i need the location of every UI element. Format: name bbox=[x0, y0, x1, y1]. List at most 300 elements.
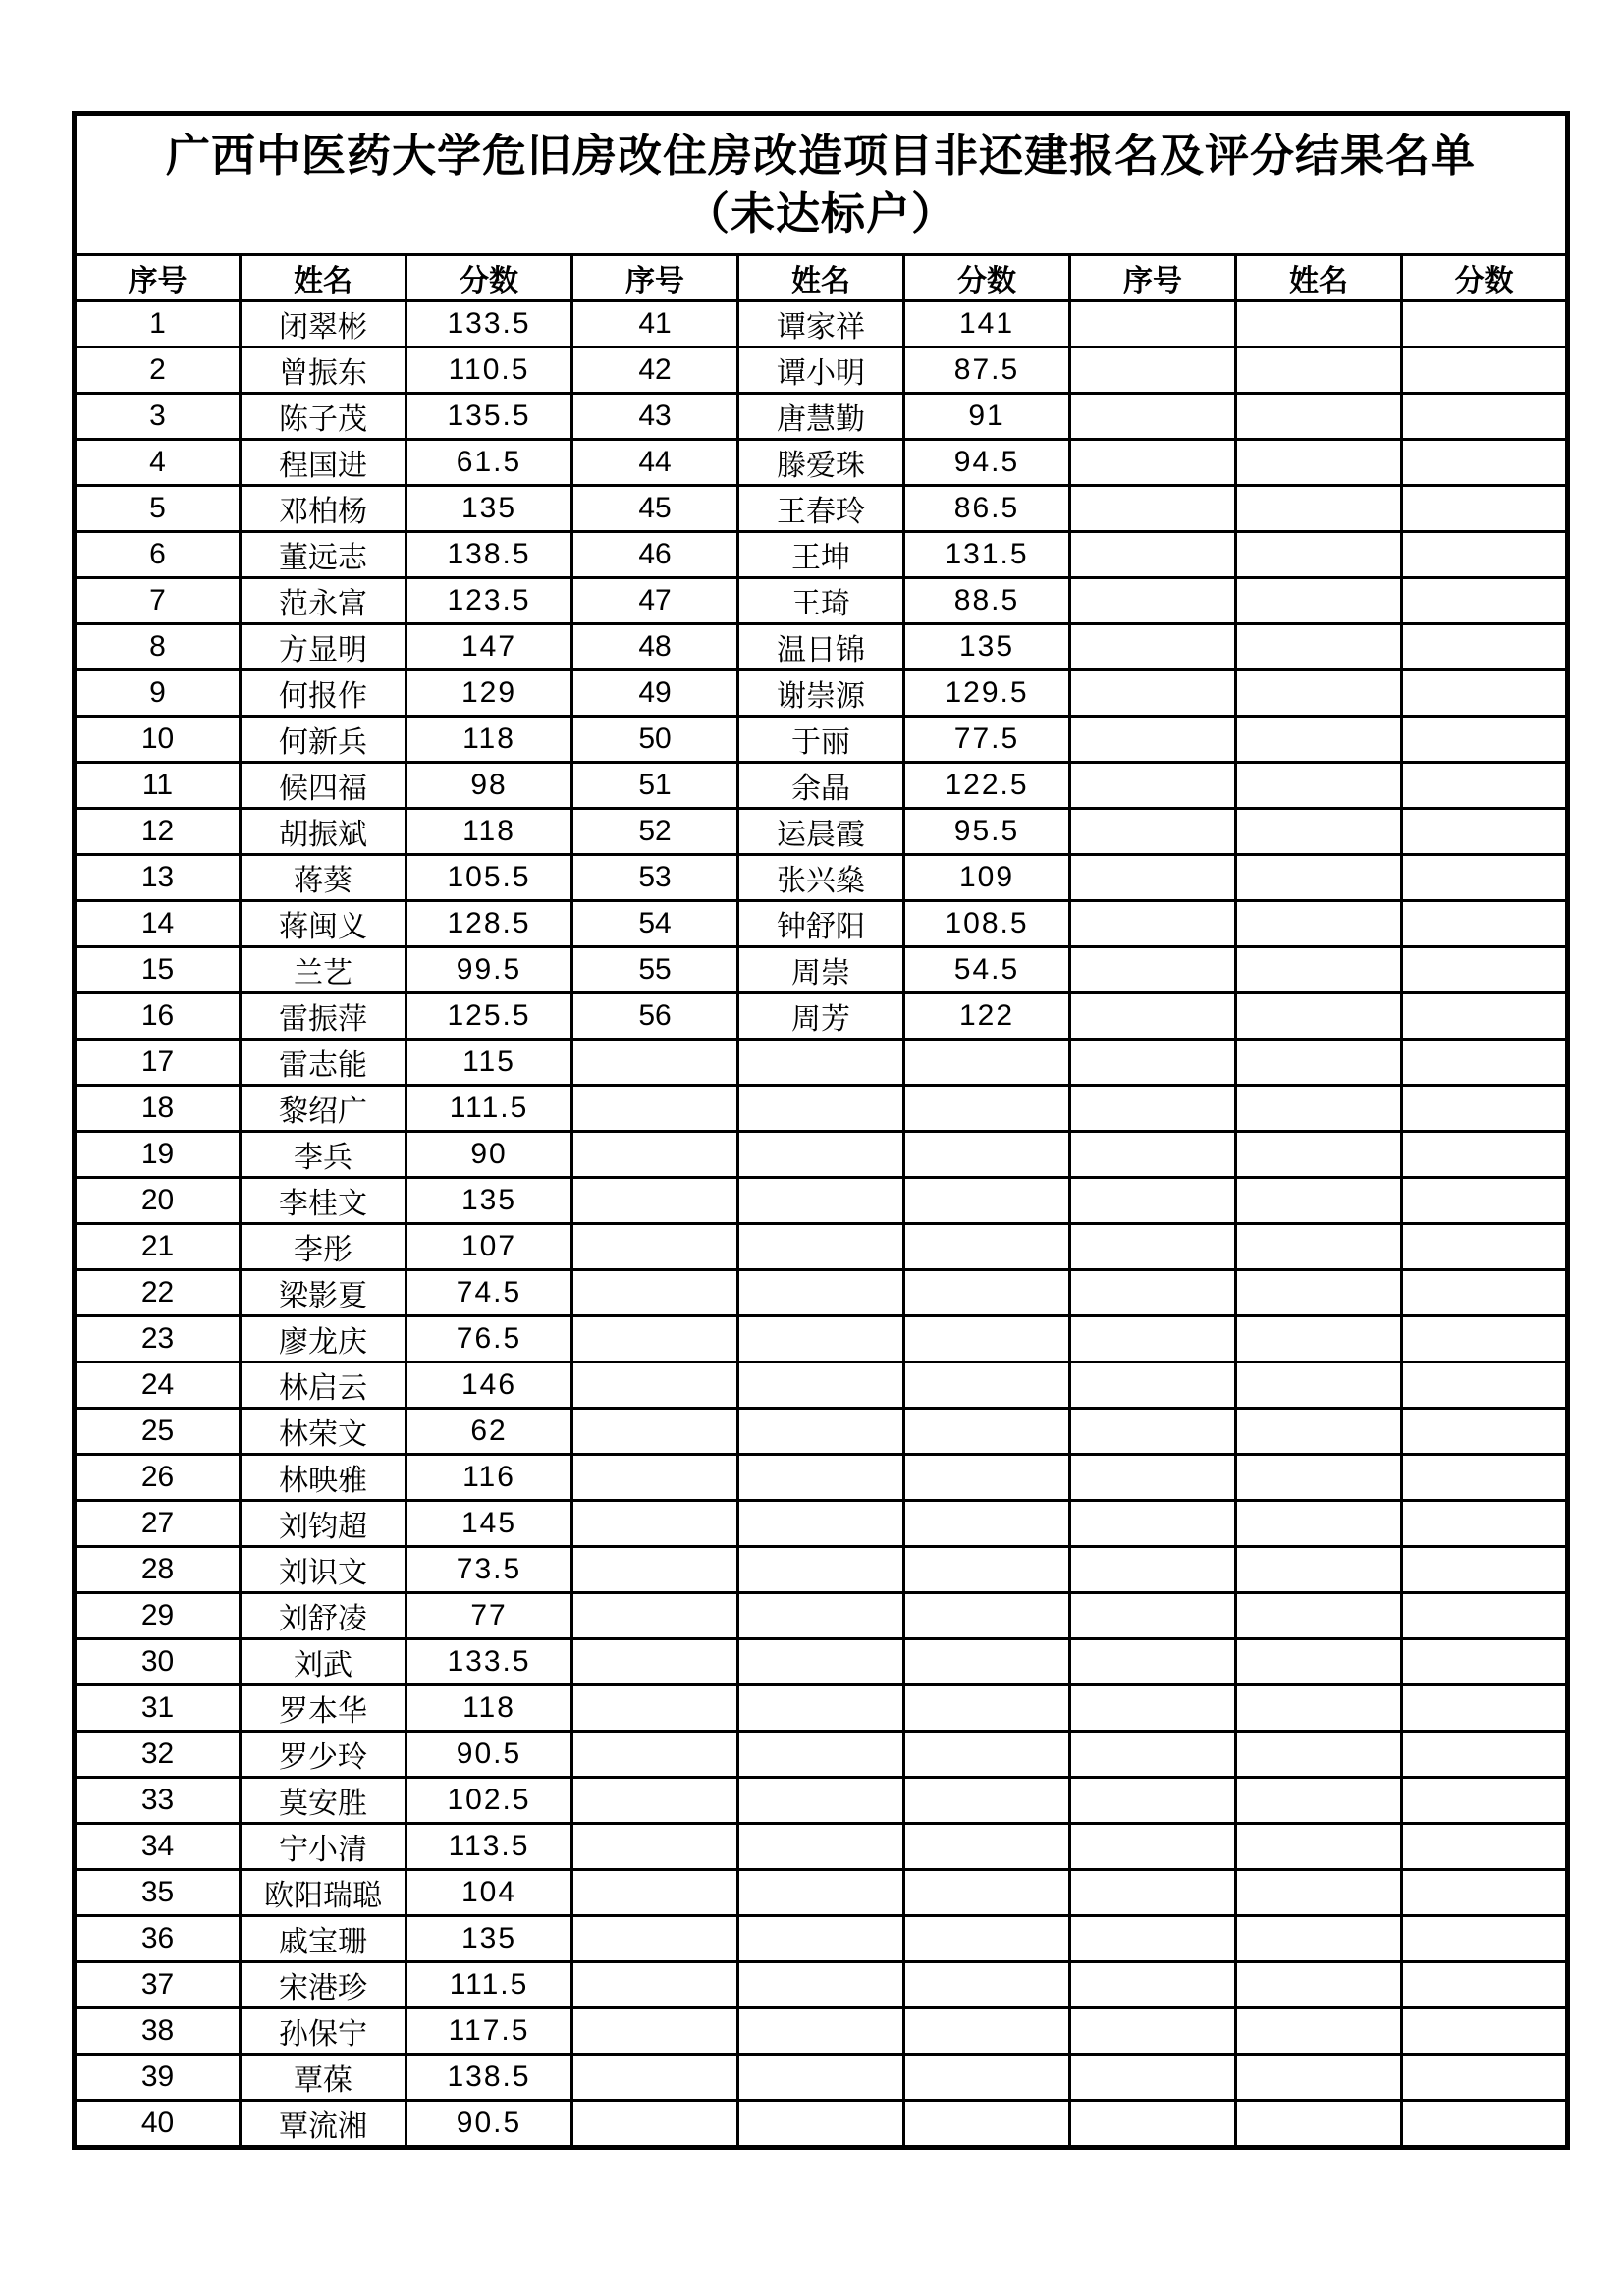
cell-name: 雷志能 bbox=[241, 1040, 406, 1086]
cell-name bbox=[1236, 1501, 1402, 1547]
cell-no: 37 bbox=[75, 1962, 241, 2008]
cell-no bbox=[572, 2008, 738, 2055]
cell-no bbox=[1070, 1362, 1236, 1409]
cell-no: 33 bbox=[75, 1778, 241, 1824]
cell-name: 温日锦 bbox=[738, 624, 904, 670]
table-row bbox=[75, 1916, 1568, 1962]
cell-no bbox=[572, 1778, 738, 1824]
table-row bbox=[75, 347, 1568, 394]
cell-no: 7 bbox=[75, 578, 241, 624]
table-row bbox=[75, 2101, 1568, 2148]
cell-no bbox=[572, 1962, 738, 2008]
cell-score: 62 bbox=[406, 1409, 572, 1455]
cell-score bbox=[904, 1870, 1070, 1916]
cell-name: 王琦 bbox=[738, 578, 904, 624]
cell-no bbox=[1070, 486, 1236, 532]
cell-name: 王春玲 bbox=[738, 486, 904, 532]
cell-score: 99.5 bbox=[406, 947, 572, 993]
cell-no: 2 bbox=[75, 347, 241, 394]
cell-name bbox=[1236, 993, 1402, 1040]
cell-name bbox=[1236, 1732, 1402, 1778]
table-row bbox=[75, 624, 1568, 670]
table-row bbox=[75, 578, 1568, 624]
cell-name bbox=[1236, 947, 1402, 993]
cell-name: 胡振斌 bbox=[241, 809, 406, 855]
cell-name bbox=[1236, 809, 1402, 855]
cell-no bbox=[572, 1593, 738, 1639]
cell-score: 146 bbox=[406, 1362, 572, 1409]
cell-name bbox=[738, 1362, 904, 1409]
cell-no: 31 bbox=[75, 1685, 241, 1732]
cell-score: 133.5 bbox=[406, 1639, 572, 1685]
cell-score bbox=[904, 1593, 1070, 1639]
cell-no bbox=[1070, 763, 1236, 809]
cell-score: 76.5 bbox=[406, 1316, 572, 1362]
cell-score bbox=[904, 1685, 1070, 1732]
cell-no: 8 bbox=[75, 624, 241, 670]
cell-no bbox=[572, 1455, 738, 1501]
cell-score: 77.5 bbox=[904, 717, 1070, 763]
cell-no: 12 bbox=[75, 809, 241, 855]
cell-no: 5 bbox=[75, 486, 241, 532]
cell-score bbox=[1402, 947, 1568, 993]
cell-name: 刘武 bbox=[241, 1639, 406, 1685]
cell-score: 138.5 bbox=[406, 2055, 572, 2101]
title-row bbox=[75, 114, 1568, 255]
table-row bbox=[75, 1178, 1568, 1224]
cell-no bbox=[572, 2055, 738, 2101]
cell-score bbox=[1402, 1547, 1568, 1593]
cell-score: 88.5 bbox=[904, 578, 1070, 624]
cell-score bbox=[1402, 1040, 1568, 1086]
cell-score: 104 bbox=[406, 1870, 572, 1916]
cell-name: 候四福 bbox=[241, 763, 406, 809]
cell-score: 90 bbox=[406, 1132, 572, 1178]
cell-name: 谭小明 bbox=[738, 347, 904, 394]
cell-name: 孙保宁 bbox=[241, 2008, 406, 2055]
cell-score bbox=[904, 1409, 1070, 1455]
cell-score: 107 bbox=[406, 1224, 572, 1270]
cell-no bbox=[1070, 1132, 1236, 1178]
cell-score: 91 bbox=[904, 394, 1070, 440]
cell-no: 29 bbox=[75, 1593, 241, 1639]
cell-score: 94.5 bbox=[904, 440, 1070, 486]
cell-score: 131.5 bbox=[904, 532, 1070, 578]
cell-score: 129.5 bbox=[904, 670, 1070, 717]
cell-name bbox=[738, 1732, 904, 1778]
cell-name: 罗本华 bbox=[241, 1685, 406, 1732]
cell-name bbox=[738, 1316, 904, 1362]
cell-score: 109 bbox=[904, 855, 1070, 901]
cell-name bbox=[738, 1040, 904, 1086]
table-row bbox=[75, 1778, 1568, 1824]
cell-name: 李桂文 bbox=[241, 1178, 406, 1224]
table-row bbox=[75, 1685, 1568, 1732]
cell-name bbox=[1236, 578, 1402, 624]
cell-score bbox=[1402, 1824, 1568, 1870]
cell-no: 11 bbox=[75, 763, 241, 809]
cell-no bbox=[1070, 1870, 1236, 1916]
cell-score bbox=[1402, 1685, 1568, 1732]
cell-no bbox=[572, 1270, 738, 1316]
table-row bbox=[75, 1362, 1568, 1409]
cell-name bbox=[738, 1501, 904, 1547]
cell-no bbox=[572, 1086, 738, 1132]
cell-name bbox=[738, 1870, 904, 1916]
cell-score: 123.5 bbox=[406, 578, 572, 624]
cell-name bbox=[1236, 486, 1402, 532]
cell-no: 6 bbox=[75, 532, 241, 578]
cell-name: 廖龙庆 bbox=[241, 1316, 406, 1362]
cell-score bbox=[1402, 993, 1568, 1040]
cell-score: 105.5 bbox=[406, 855, 572, 901]
cell-no bbox=[1070, 1224, 1236, 1270]
cell-name: 刘舒凌 bbox=[241, 1593, 406, 1639]
cell-score: 86.5 bbox=[904, 486, 1070, 532]
cell-score bbox=[1402, 1224, 1568, 1270]
cell-name bbox=[1236, 1870, 1402, 1916]
table-row bbox=[75, 1593, 1568, 1639]
table-row bbox=[75, 1732, 1568, 1778]
cell-no: 13 bbox=[75, 855, 241, 901]
cell-no: 38 bbox=[75, 2008, 241, 2055]
table-row bbox=[75, 301, 1568, 347]
table-row bbox=[75, 763, 1568, 809]
cell-name: 陈子茂 bbox=[241, 394, 406, 440]
cell-name: 谢崇源 bbox=[738, 670, 904, 717]
cell-no bbox=[572, 1178, 738, 1224]
cell-name bbox=[1236, 717, 1402, 763]
cell-score: 108.5 bbox=[904, 901, 1070, 947]
cell-score: 135 bbox=[406, 1178, 572, 1224]
cell-name bbox=[738, 1593, 904, 1639]
cell-name bbox=[1236, 2008, 1402, 2055]
column-header: 分数 bbox=[406, 255, 572, 301]
cell-score bbox=[904, 1639, 1070, 1685]
cell-no: 27 bbox=[75, 1501, 241, 1547]
cell-score bbox=[904, 1547, 1070, 1593]
data-rows bbox=[75, 301, 1568, 2148]
cell-no bbox=[1070, 1685, 1236, 1732]
table-row bbox=[75, 1824, 1568, 1870]
cell-name: 刘钧超 bbox=[241, 1501, 406, 1547]
cell-score: 135.5 bbox=[406, 394, 572, 440]
column-header: 序号 bbox=[75, 255, 241, 301]
cell-name bbox=[738, 2055, 904, 2101]
cell-name: 欧阳瑞聪 bbox=[241, 1870, 406, 1916]
cell-score bbox=[1402, 532, 1568, 578]
cell-score bbox=[1402, 1316, 1568, 1362]
table-row bbox=[75, 1962, 1568, 2008]
cell-no bbox=[1070, 670, 1236, 717]
cell-no: 21 bbox=[75, 1224, 241, 1270]
cell-no bbox=[1070, 394, 1236, 440]
cell-name: 张兴燊 bbox=[738, 855, 904, 901]
cell-name: 李兵 bbox=[241, 1132, 406, 1178]
cell-name bbox=[1236, 347, 1402, 394]
cell-no: 54 bbox=[572, 901, 738, 947]
cell-name: 刘识文 bbox=[241, 1547, 406, 1593]
table-row bbox=[75, 1547, 1568, 1593]
cell-score bbox=[1402, 2101, 1568, 2148]
cell-score bbox=[1402, 855, 1568, 901]
cell-score bbox=[904, 1178, 1070, 1224]
cell-score: 147 bbox=[406, 624, 572, 670]
cell-name bbox=[1236, 2101, 1402, 2148]
cell-no bbox=[1070, 947, 1236, 993]
cell-score: 102.5 bbox=[406, 1778, 572, 1824]
cell-name bbox=[1236, 1409, 1402, 1455]
cell-name: 方显明 bbox=[241, 624, 406, 670]
table-row bbox=[75, 1224, 1568, 1270]
cell-no bbox=[572, 1362, 738, 1409]
cell-name bbox=[738, 2008, 904, 2055]
cell-no: 14 bbox=[75, 901, 241, 947]
cell-name bbox=[1236, 301, 1402, 347]
cell-name: 曾振东 bbox=[241, 347, 406, 394]
cell-name: 何新兵 bbox=[241, 717, 406, 763]
cell-score: 128.5 bbox=[406, 901, 572, 947]
cell-no: 22 bbox=[75, 1270, 241, 1316]
table-row bbox=[75, 901, 1568, 947]
cell-score bbox=[1402, 486, 1568, 532]
cell-no: 1 bbox=[75, 301, 241, 347]
cell-no bbox=[1070, 1501, 1236, 1547]
cell-no bbox=[1070, 1455, 1236, 1501]
cell-no bbox=[1070, 347, 1236, 394]
cell-score bbox=[1402, 1916, 1568, 1962]
cell-name: 范永富 bbox=[241, 578, 406, 624]
cell-no: 28 bbox=[75, 1547, 241, 1593]
cell-name bbox=[738, 1778, 904, 1824]
column-header: 姓名 bbox=[241, 255, 406, 301]
cell-score: 74.5 bbox=[406, 1270, 572, 1316]
cell-no bbox=[572, 1501, 738, 1547]
cell-name bbox=[1236, 1685, 1402, 1732]
cell-score bbox=[1402, 394, 1568, 440]
cell-no bbox=[572, 2101, 738, 2148]
cell-name: 宁小清 bbox=[241, 1824, 406, 1870]
cell-name: 周芳 bbox=[738, 993, 904, 1040]
table-row bbox=[75, 1639, 1568, 1685]
cell-score bbox=[904, 2055, 1070, 2101]
cell-score: 135 bbox=[406, 486, 572, 532]
cell-score: 54.5 bbox=[904, 947, 1070, 993]
cell-name: 罗少玲 bbox=[241, 1732, 406, 1778]
cell-score: 117.5 bbox=[406, 2008, 572, 2055]
cell-score bbox=[1402, 1593, 1568, 1639]
cell-no: 48 bbox=[572, 624, 738, 670]
cell-no bbox=[1070, 1409, 1236, 1455]
cell-no: 53 bbox=[572, 855, 738, 901]
cell-score bbox=[1402, 717, 1568, 763]
column-header: 姓名 bbox=[1236, 255, 1402, 301]
cell-name bbox=[1236, 1639, 1402, 1685]
cell-name: 唐慧勤 bbox=[738, 394, 904, 440]
cell-no bbox=[572, 1316, 738, 1362]
cell-no: 23 bbox=[75, 1316, 241, 1362]
cell-score bbox=[1402, 1362, 1568, 1409]
table-row bbox=[75, 1455, 1568, 1501]
cell-name bbox=[1236, 1132, 1402, 1178]
cell-name: 莫安胜 bbox=[241, 1778, 406, 1824]
cell-name: 邓柏杨 bbox=[241, 486, 406, 532]
cell-no: 32 bbox=[75, 1732, 241, 1778]
cell-no bbox=[572, 1132, 738, 1178]
cell-score: 61.5 bbox=[406, 440, 572, 486]
cell-no: 55 bbox=[572, 947, 738, 993]
cell-score: 77 bbox=[406, 1593, 572, 1639]
cell-score: 118 bbox=[406, 1685, 572, 1732]
cell-no: 49 bbox=[572, 670, 738, 717]
cell-name: 王坤 bbox=[738, 532, 904, 578]
cell-no bbox=[572, 1040, 738, 1086]
cell-score bbox=[1402, 1639, 1568, 1685]
column-header: 姓名 bbox=[738, 255, 904, 301]
cell-score bbox=[904, 1455, 1070, 1501]
cell-no bbox=[572, 1732, 738, 1778]
cell-no bbox=[1070, 440, 1236, 486]
cell-score bbox=[1402, 1962, 1568, 2008]
table-row bbox=[75, 532, 1568, 578]
cell-no: 40 bbox=[75, 2101, 241, 2148]
cell-no bbox=[1070, 1086, 1236, 1132]
table-row bbox=[75, 486, 1568, 532]
cell-score bbox=[1402, 1501, 1568, 1547]
cell-name bbox=[738, 1224, 904, 1270]
cell-name bbox=[1236, 1178, 1402, 1224]
cell-name: 林映雅 bbox=[241, 1455, 406, 1501]
table-title-line2: （未达标户） bbox=[685, 188, 957, 239]
cell-no: 30 bbox=[75, 1639, 241, 1685]
cell-no bbox=[1070, 1824, 1236, 1870]
cell-score: 145 bbox=[406, 1501, 572, 1547]
cell-score bbox=[1402, 1455, 1568, 1501]
cell-score bbox=[904, 1824, 1070, 1870]
cell-score: 118 bbox=[406, 809, 572, 855]
cell-name: 周崇 bbox=[738, 947, 904, 993]
cell-name: 钟舒阳 bbox=[738, 901, 904, 947]
cell-name: 宋港珍 bbox=[241, 1962, 406, 2008]
cell-score: 125.5 bbox=[406, 993, 572, 1040]
cell-no: 15 bbox=[75, 947, 241, 993]
cell-score: 141 bbox=[904, 301, 1070, 347]
cell-score bbox=[904, 1270, 1070, 1316]
table-row bbox=[75, 947, 1568, 993]
table-row bbox=[75, 440, 1568, 486]
cell-name bbox=[1236, 1316, 1402, 1362]
table-row bbox=[75, 1409, 1568, 1455]
cell-no: 10 bbox=[75, 717, 241, 763]
cell-no bbox=[1070, 1593, 1236, 1639]
cell-score bbox=[904, 1916, 1070, 1962]
cell-no bbox=[1070, 2101, 1236, 2148]
cell-score: 87.5 bbox=[904, 347, 1070, 394]
cell-name bbox=[1236, 1040, 1402, 1086]
cell-no bbox=[572, 1639, 738, 1685]
cell-name bbox=[1236, 532, 1402, 578]
cell-score: 135 bbox=[904, 624, 1070, 670]
cell-score: 122 bbox=[904, 993, 1070, 1040]
cell-score bbox=[904, 1132, 1070, 1178]
cell-name bbox=[1236, 1824, 1402, 1870]
cell-name bbox=[738, 1547, 904, 1593]
cell-name: 闭翠彬 bbox=[241, 301, 406, 347]
cell-score bbox=[1402, 1086, 1568, 1132]
cell-name bbox=[1236, 670, 1402, 717]
cell-score bbox=[1402, 347, 1568, 394]
cell-score bbox=[1402, 1778, 1568, 1824]
cell-name: 运晨霞 bbox=[738, 809, 904, 855]
cell-name bbox=[738, 1916, 904, 1962]
table-row bbox=[75, 1501, 1568, 1547]
cell-name: 覃葆 bbox=[241, 2055, 406, 2101]
cell-no: 51 bbox=[572, 763, 738, 809]
cell-no bbox=[1070, 993, 1236, 1040]
table-row bbox=[75, 1316, 1568, 1362]
cell-no bbox=[1070, 1639, 1236, 1685]
table-row bbox=[75, 717, 1568, 763]
cell-no bbox=[1070, 532, 1236, 578]
cell-name: 黎绍广 bbox=[241, 1086, 406, 1132]
table-row bbox=[75, 855, 1568, 901]
cell-no: 45 bbox=[572, 486, 738, 532]
cell-no: 44 bbox=[572, 440, 738, 486]
cell-name bbox=[1236, 1547, 1402, 1593]
cell-no: 46 bbox=[572, 532, 738, 578]
cell-name: 蒋闽义 bbox=[241, 901, 406, 947]
cell-no bbox=[572, 1870, 738, 1916]
column-header: 分数 bbox=[904, 255, 1070, 301]
cell-score bbox=[1402, 763, 1568, 809]
cell-no: 17 bbox=[75, 1040, 241, 1086]
cell-no: 39 bbox=[75, 2055, 241, 2101]
cell-name bbox=[738, 1086, 904, 1132]
cell-no: 18 bbox=[75, 1086, 241, 1132]
cell-name bbox=[738, 1178, 904, 1224]
cell-score bbox=[1402, 2055, 1568, 2101]
cell-score bbox=[1402, 2008, 1568, 2055]
cell-score: 133.5 bbox=[406, 301, 572, 347]
cell-score bbox=[904, 1086, 1070, 1132]
cell-no: 3 bbox=[75, 394, 241, 440]
cell-no bbox=[1070, 624, 1236, 670]
cell-name bbox=[738, 1824, 904, 1870]
cell-name bbox=[1236, 1362, 1402, 1409]
table-row bbox=[75, 1040, 1568, 1086]
cell-no bbox=[1070, 1916, 1236, 1962]
cell-name bbox=[738, 1962, 904, 2008]
cell-name: 滕爱珠 bbox=[738, 440, 904, 486]
cell-score: 115 bbox=[406, 1040, 572, 1086]
cell-score bbox=[904, 1224, 1070, 1270]
table-row bbox=[75, 2008, 1568, 2055]
cell-no bbox=[1070, 809, 1236, 855]
cell-name: 谭家祥 bbox=[738, 301, 904, 347]
cell-score: 90.5 bbox=[406, 1732, 572, 1778]
cell-no: 26 bbox=[75, 1455, 241, 1501]
cell-score: 113.5 bbox=[406, 1824, 572, 1870]
cell-no: 50 bbox=[572, 717, 738, 763]
cell-name bbox=[1236, 901, 1402, 947]
cell-name: 李彤 bbox=[241, 1224, 406, 1270]
cell-no bbox=[572, 1916, 738, 1962]
cell-name bbox=[1236, 2055, 1402, 2101]
cell-no bbox=[1070, 1040, 1236, 1086]
cell-name: 林荣文 bbox=[241, 1409, 406, 1455]
cell-name: 余晶 bbox=[738, 763, 904, 809]
cell-no bbox=[1070, 1547, 1236, 1593]
